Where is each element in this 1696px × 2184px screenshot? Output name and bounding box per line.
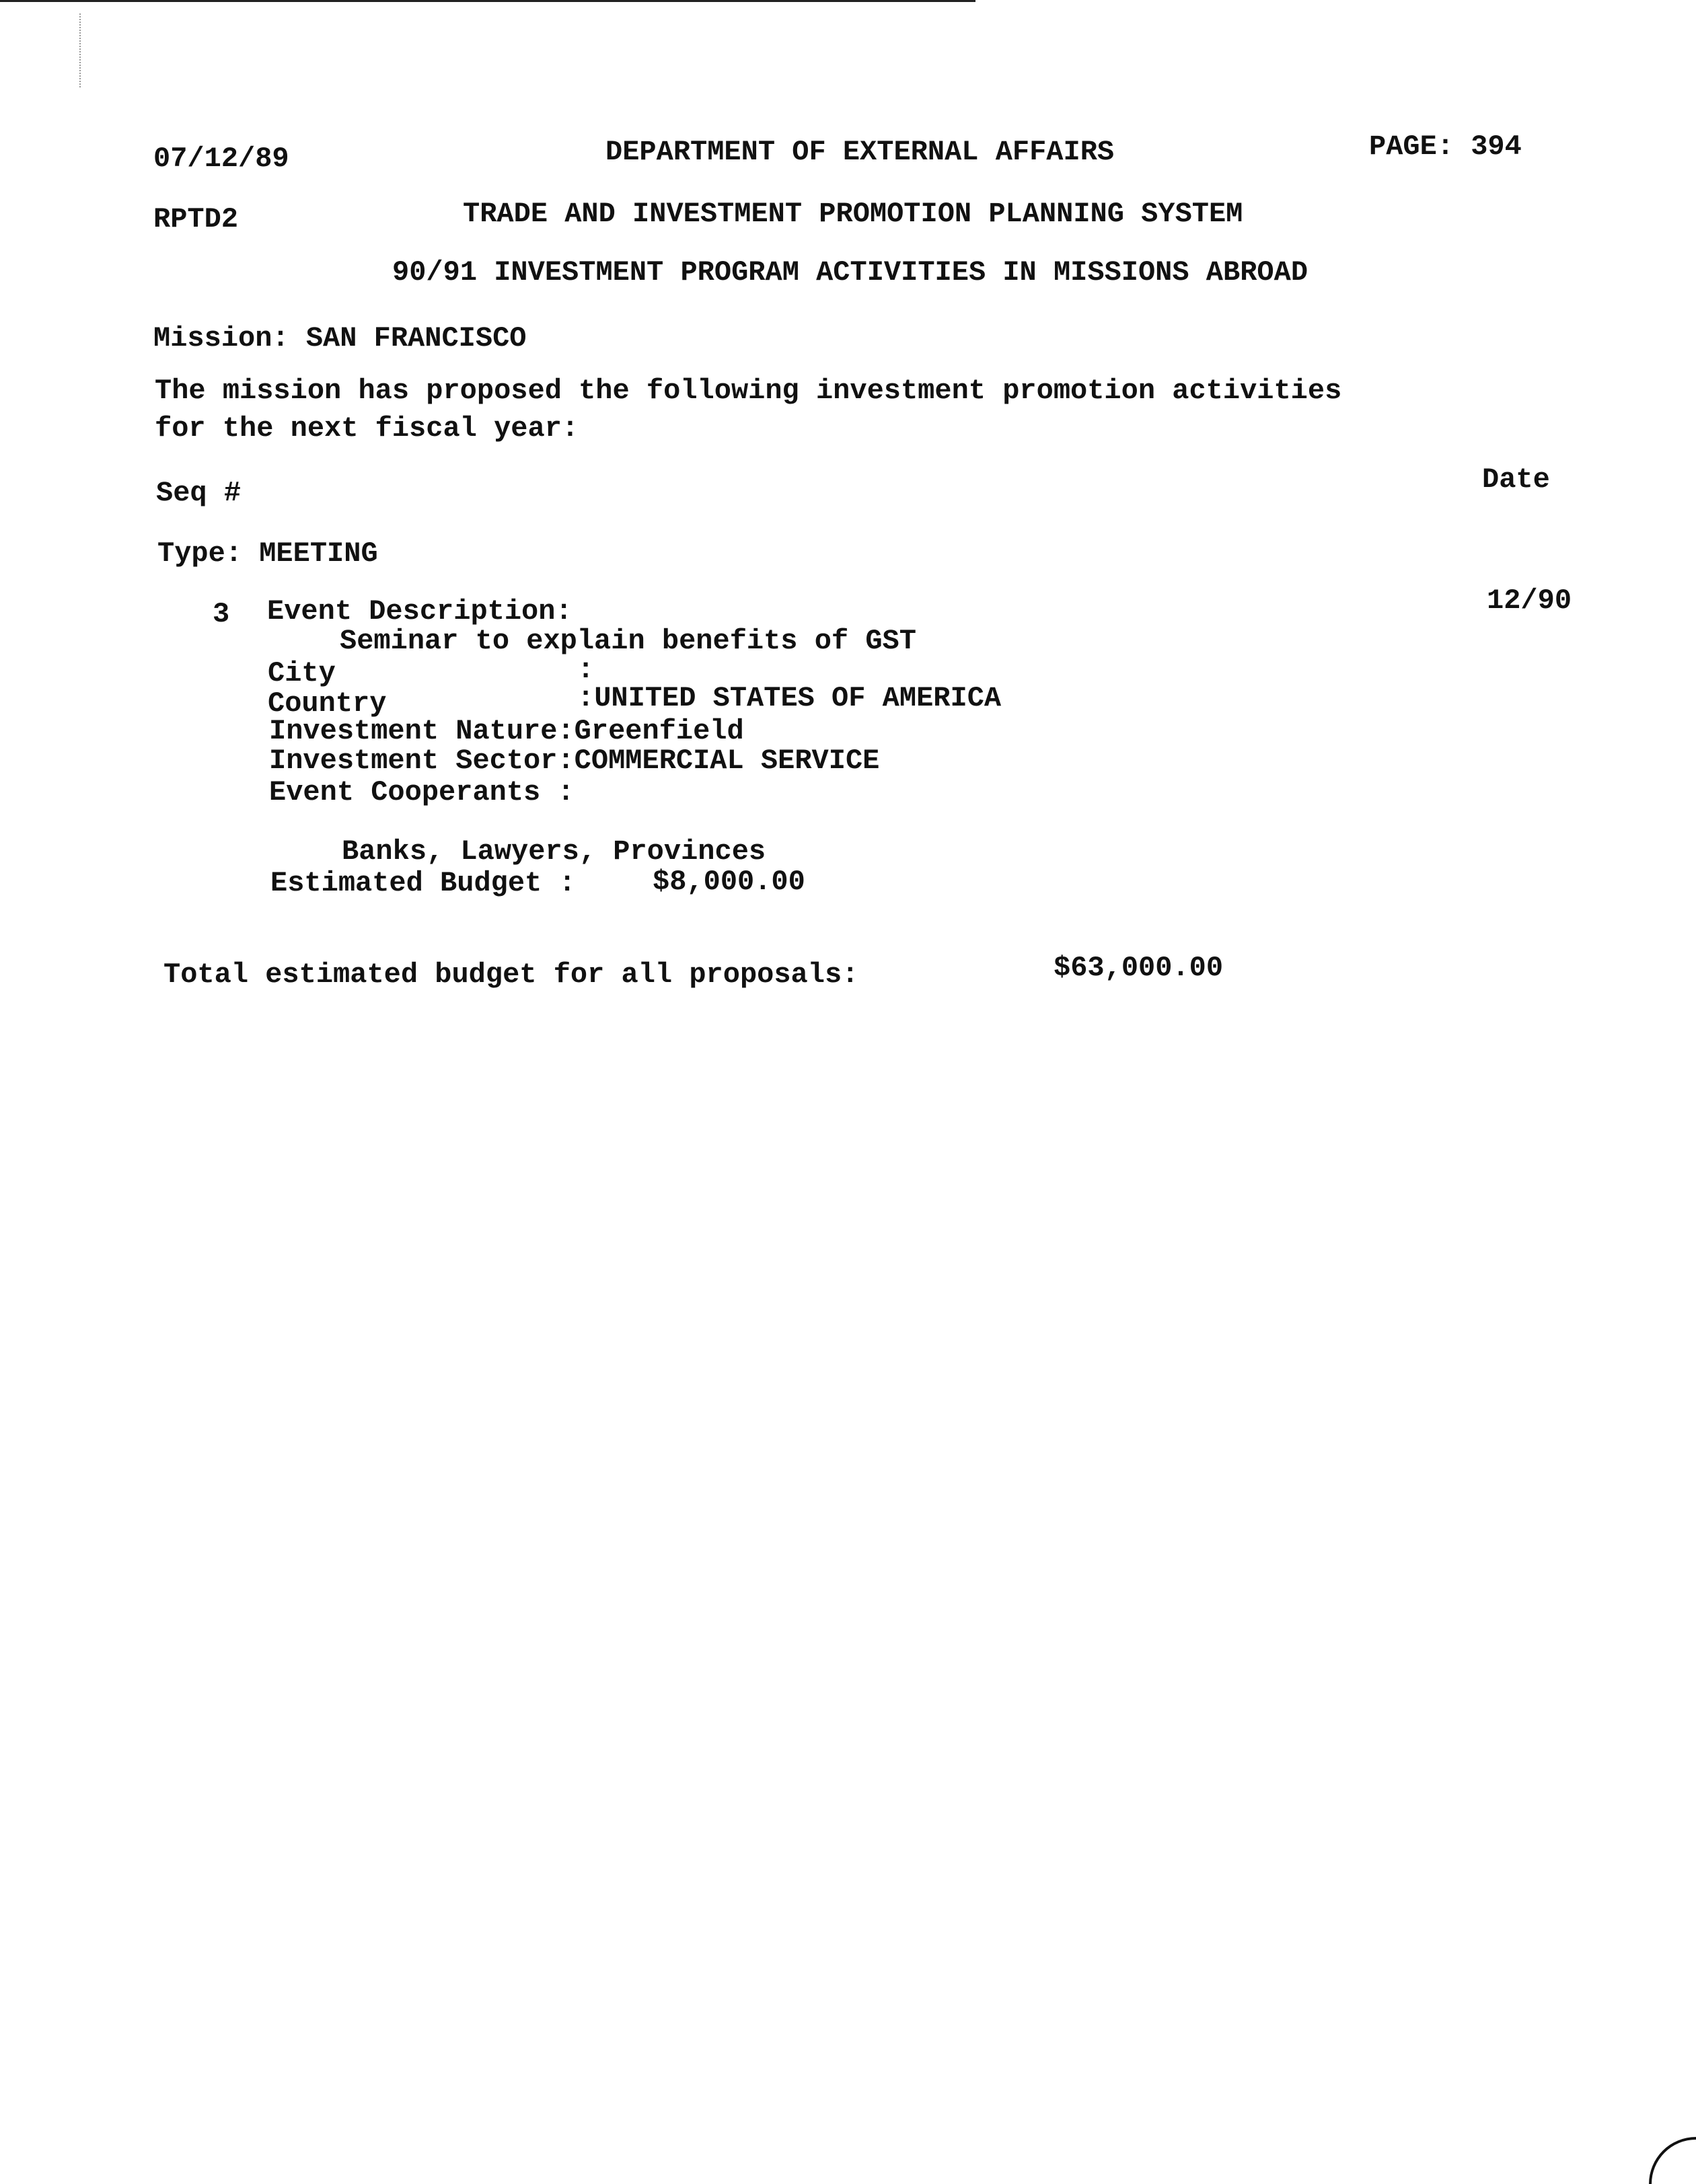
report-code: RPTD2 xyxy=(153,203,239,235)
page-number: PAGE: 394 xyxy=(1369,130,1522,163)
date-column-header: Date xyxy=(1482,463,1550,496)
intro-line-1: The mission has proposed the following investment promotion activities xyxy=(155,375,1342,407)
department-title: DEPARTMENT OF EXTERNAL AFFAIRS xyxy=(605,136,1115,168)
investment-sector: Investment Sector:COMMERCIAL SERVICE xyxy=(269,745,880,777)
seq-column-header: Seq # xyxy=(156,477,242,509)
mission-label: Mission: SAN FRANCISCO xyxy=(153,322,527,354)
seq-number: 3 xyxy=(213,598,230,630)
scan-top-edge xyxy=(0,0,975,2)
country-label: Country xyxy=(268,687,387,720)
report-date: 07/12/89 xyxy=(153,143,289,175)
event-description: Seminar to explain benefits of GST xyxy=(340,625,916,657)
total-budget-label: Total estimated budget for all proposals: xyxy=(163,958,859,991)
event-description-label: Event Description: xyxy=(267,595,573,628)
event-cooperants-label: Event Cooperants : xyxy=(269,776,575,808)
type-label: Type: MEETING xyxy=(157,537,378,570)
total-budget-value: $63,000.00 xyxy=(1054,952,1224,984)
report-title: 90/91 INVESTMENT PROGRAM ACTIVITIES IN MISSIONS ABROAD xyxy=(392,256,1308,289)
city-label: City xyxy=(268,657,336,689)
city-colon: : xyxy=(577,654,595,686)
cooperants-value: Banks, Lawyers, Provinces xyxy=(342,835,766,868)
country-value: :UNITED STATES OF AMERICA xyxy=(577,682,1002,714)
intro-line-2: for the next fiscal year: xyxy=(155,412,579,445)
investment-nature: Investment Nature:Greenfield xyxy=(269,715,744,747)
scan-left-marks xyxy=(79,13,83,87)
scan-corner-mark xyxy=(1649,2137,1696,2184)
event-date: 12/90 xyxy=(1487,585,1572,617)
system-title: TRADE AND INVESTMENT PROMOTION PLANNING SYSTEM xyxy=(463,198,1243,230)
estimated-budget-value: $8,000.00 xyxy=(653,866,805,898)
estimated-budget-label: Estimated Budget : xyxy=(270,867,576,899)
